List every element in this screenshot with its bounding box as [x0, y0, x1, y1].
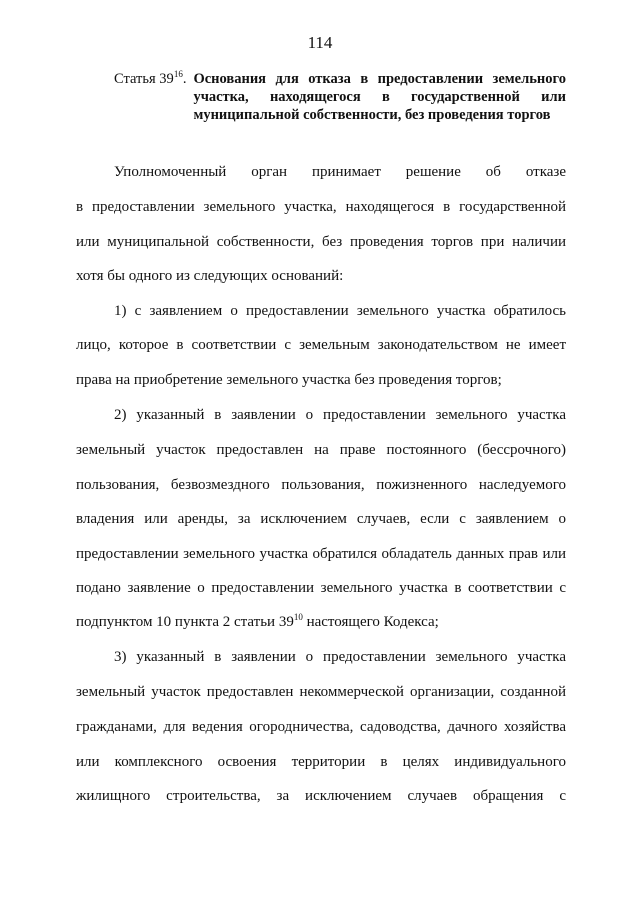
body-line: 2) указанный в заявлении о предоставлении земельного участка — [114, 407, 566, 423]
body-line: в предоставлении земельного участка, находящегося в государственной — [76, 199, 566, 215]
article-label-dot: . — [182, 71, 187, 87]
body-line: права на приобретение земельного участка без проведения торгов; — [76, 372, 502, 388]
body-line: или муниципальной собственности, без проведения торгов при наличии — [76, 234, 566, 250]
body-line: лицо, которое в соответствии с земельным законодательством не имеет — [76, 337, 566, 353]
body-line: 1) с заявлением о предоставлении земельного участка обратилось — [114, 303, 566, 319]
body-line: хотя бы одного из следующих оснований: — [76, 268, 344, 284]
article-label-text: Статья 39 — [114, 71, 174, 87]
page-number: 114 — [307, 33, 333, 52]
article-label-superscript: 16 — [173, 69, 183, 79]
body-line-text: настоящего Кодекса; — [302, 614, 439, 630]
body-line: предоставлении земельного участка обратился обладатель данных прав или — [76, 546, 566, 562]
body-line: земельный участок предоставлен некоммерческой организации, созданной — [76, 684, 566, 700]
body-line: Уполномоченный орган принимает решение об отказе — [114, 164, 566, 180]
body-line: подано заявление о предоставлении земельного участка в соответствии с — [76, 580, 566, 596]
article-label — [114, 70, 193, 124]
body-line: 3) указанный в заявлении о предоставлении земельного участка — [114, 649, 566, 665]
body-line — [76, 613, 439, 631]
body-line-superscript: 10 — [293, 612, 303, 622]
body-line: земельный участок предоставлен на праве постоянного (бессрочного) — [76, 442, 566, 458]
body-line: или комплексного освоения территории в целях индивидуального — [76, 754, 566, 770]
article-heading — [114, 70, 566, 124]
body-line: гражданами, для ведения огородничества, садоводства, дачного хозяйства — [76, 719, 566, 735]
body-line-text: подпунктом 10 пункта 2 статьи 39 — [76, 614, 294, 630]
body-line: жилищного строительства, за исключением случаев обращения с — [76, 788, 566, 804]
body-line: пользования, безвозмездного пользования, пожизненного наследуемого — [76, 477, 566, 493]
article-title: Основания для отказа в предоставлении земельного участка, находящегося в государственной или муниципальной собственности, без проведения торгов — [193, 71, 566, 123]
body-line: владения или аренды, за исключением случаев, если с заявлением о — [76, 511, 566, 527]
